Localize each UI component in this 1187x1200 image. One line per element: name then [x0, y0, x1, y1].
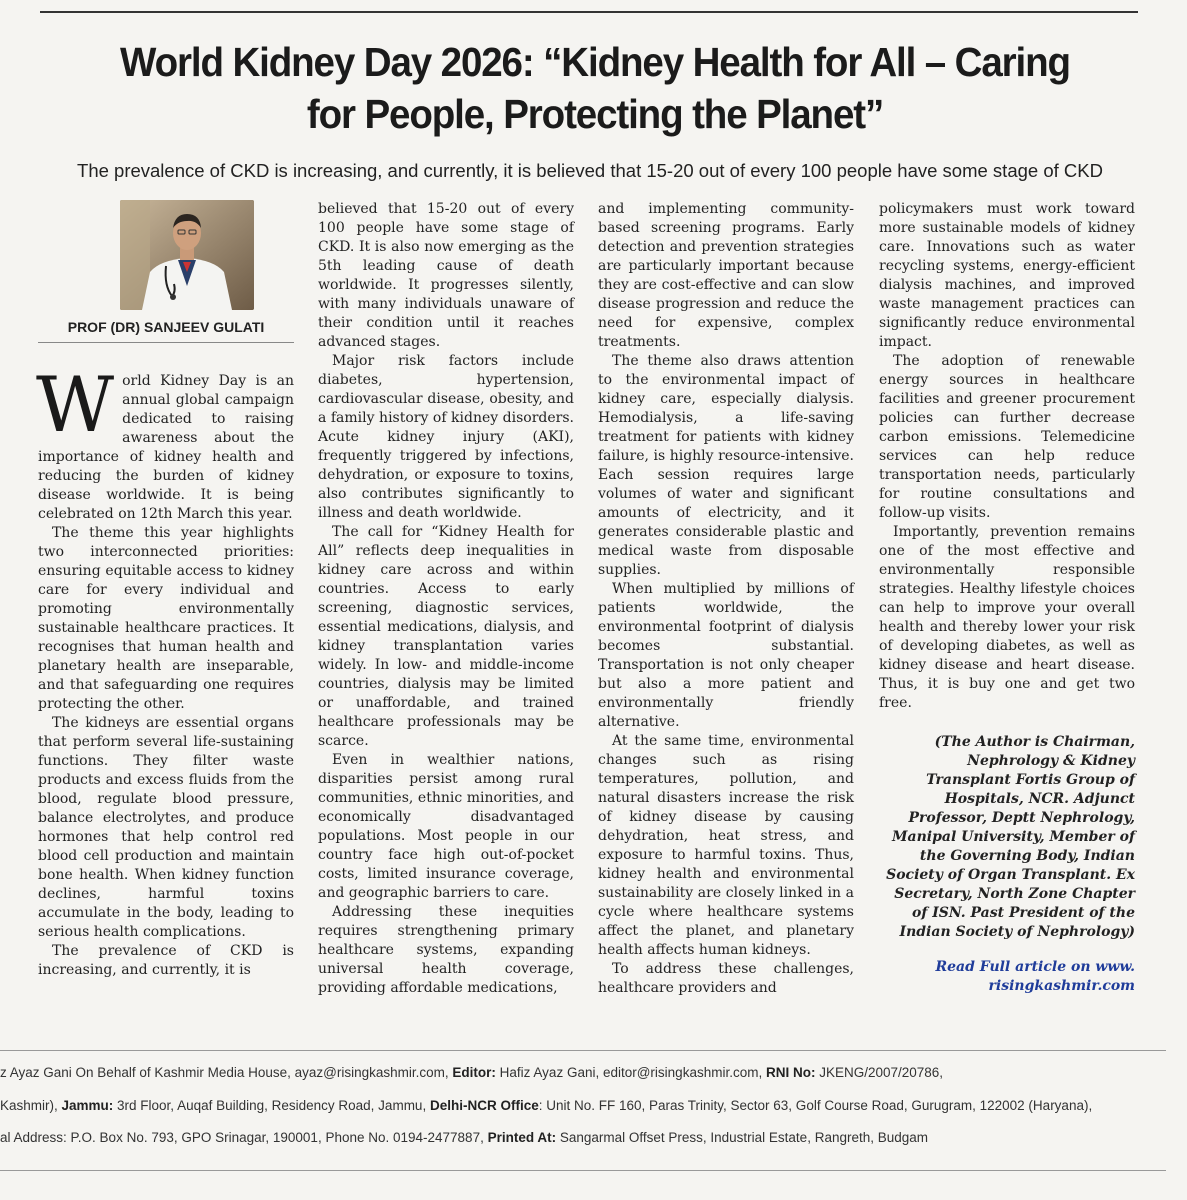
- byline-rule: [38, 342, 294, 343]
- headline: [92, 36, 1098, 140]
- author-portrait-image: [120, 200, 254, 310]
- paragraph: Addressing these inequities requires strengthening primary healthcare systems, expanding universal health coverage, providing affordable medications,: [318, 904, 574, 996]
- column-3: [598, 200, 854, 998]
- paragraph: Even in wealthier nations, disparities persist among rural communities, ethnic minorities, and economically disadvantaged populations. Most people in our country face high out-of-pocket costs, limited insurance coverage, and geographic barriers to care.: [318, 752, 574, 901]
- footer-rule-top: [0, 1050, 1166, 1051]
- headline-line-2: for People, Protecting the Planet”: [306, 91, 884, 137]
- column-2: [318, 200, 574, 998]
- paragraph: The call for “Kidney Health for All” reflects deep inequalities in kidney care across and within countries. Access to early screening, diagnostic services, essential medications, dialysis, and kidney transplantation varies widely. In low- and middle-income countries, dialysis may be limited or unaffordable, and trained healthcare professionals may be scarce.: [318, 524, 574, 749]
- paragraph: The prevalence of CKD is increasing, and currently, it is: [38, 943, 294, 978]
- footer-rule-bottom: [0, 1170, 1166, 1171]
- drop-cap: W: [36, 360, 115, 449]
- top-rule: [40, 11, 1138, 13]
- paragraph: believed that 15-20 out of every 100 people have some stage of CKD. It is also now emerging as the 5th leading cause of death worldwide. It progresses silently, with many individuals unaware of their condition until it reaches advanced stages.: [318, 201, 574, 350]
- footer-line-3: al Address: P.O. Box No. 793, GPO Srinagar, 190001, Phone No. 0194-2477887, Printed At: Sangarmal Offset Press, Industrial Estate, Rangreth, Budgam: [0, 1130, 929, 1145]
- paragraph: policymakers must work toward more sustainable models of kidney care. Innovations such as water recycling systems, energy-efficient dialysis machines, and improved waste management practices can significantly reduce environmental impact.: [879, 201, 1135, 350]
- paragraph: When multiplied by millions of patients worldwide, the environmental footprint of dialysis becomes substantial. Transportation is not only cheaper but also a more patient and environmentally friendly alternative.: [598, 581, 854, 730]
- footer-line-2: Kashmir), Jammu: 3rd Floor, Auqaf Building, Residency Road, Jammu, Delhi-NCR Office: Unit No. FF 160, Paras Trinity, Sector 63, Golf Course Road, Gurugram, 122002 (Haryana),: [0, 1098, 1093, 1113]
- paragraph: The adoption of renewable energy sources in healthcare facilities and greener procurement policies can further decrease carbon emissions. Telemedicine services can help reduce transportation needs, particularly for routine consultations and follow-up visits.: [879, 353, 1135, 521]
- author-bio: (The Author is Chairman, Nephrology & Kidney Transplant Fortis Group of Hospitals, NCR. Adjunct Professor, Deptt Nephrology, Manipal University, Member of the Governing Body, Indian Society of Organ Transplant. Ex Secretary, North Zone Chapter of ISN. Past President of the Indian Society of Nephrology): [886, 734, 1135, 940]
- read-more-link[interactable]: Read Full article on www. risingkashmir.com: [935, 959, 1135, 994]
- column-1-body: [36, 360, 294, 980]
- paragraph: The theme this year highlights two interconnected priorities: ensuring equitable access to kidney care for every individual and promoting environmentally sustainable healthcare practices. It recognises that human health and planetary health are inseparable, and that safeguarding one requires protecting the other.: [38, 525, 294, 712]
- paragraph: The theme also draws attention to the environmental impact of kidney care, especially dialysis. Hemodialysis, a life-saving treatment for patients with kidney failure, is highly resource-intensive. Each session requires large volumes of water and significant amounts of electricity, and it generates considerable plastic and medical waste from disposable supplies.: [598, 353, 854, 578]
- footer-line-1: z Ayaz Gani On Behalf of Kashmir Media House, ayaz@risingkashmir.com, Editor: Hafiz Ayaz Gani, editor@risingkashmir.com, RNI No: JKENG/2007/20786,: [0, 1065, 944, 1080]
- author-byline: PROF (DR) SANJEEV GULATI: [67, 319, 265, 335]
- paragraph: World Kidney Day is an annual global campaign dedicated to raising awareness about the importance of kidney health and reducing the burden of kidney disease worldwide. It is being celebrated on 12th March this year.: [36, 360, 294, 522]
- author-photo: [120, 200, 254, 310]
- paragraph: Major risk factors include diabetes, hypertension, cardiovascular disease, obesity, and a family history of kidney disorders. Acute kidney injury (AKI), frequently triggered by infections, dehydration, or exposure to toxins, also contributes significantly to illness and death worldwide.: [318, 353, 574, 521]
- paragraph: At the same time, environmental changes such as rising temperatures, pollution, and natural disasters increase the risk of kidney disease by causing dehydration, heat stress, and exposure to harmful toxins. Thus, kidney health and environmental sustainability are closely linked in a cycle where healthcare systems affect the planet, and planetary health affects human kidneys.: [598, 733, 854, 958]
- paragraph: To address these challenges, healthcare providers and: [598, 961, 854, 996]
- paragraph: The kidneys are essential organs that perform several life-sustaining functions. They filter waste products and excess fluids from the blood, regulate blood pressure, balance electrolytes, and produce hormones that help control red blood cell production and maintain bone health. When kidney function declines, harmful toxins accumulate in the body, leading to serious health complications.: [38, 715, 294, 940]
- paragraph: Importantly, prevention remains one of the most effective and environmentally responsible strategies. Healthy lifestyle choices can help to improve your overall health and thereby lower your risk of developing diabetes, as well as kidney disease and heart disease. Thus, it is buy one and get two free.: [879, 524, 1135, 711]
- deck-subheading: The prevalence of CKD is increasing, and currently, it is believed that 15-20 out of every 100 people have some stage of CKD: [77, 160, 1103, 181]
- paragraph: and implementing community-based screening programs. Early detection and prevention strategies are particularly important because they are cost-effective and can slow disease progression and reduce the need for expensive, complex treatments.: [598, 201, 854, 350]
- column-4: [879, 200, 1135, 996]
- headline-line-1: World Kidney Day 2026: “Kidney Health for All – Caring: [120, 39, 1070, 85]
